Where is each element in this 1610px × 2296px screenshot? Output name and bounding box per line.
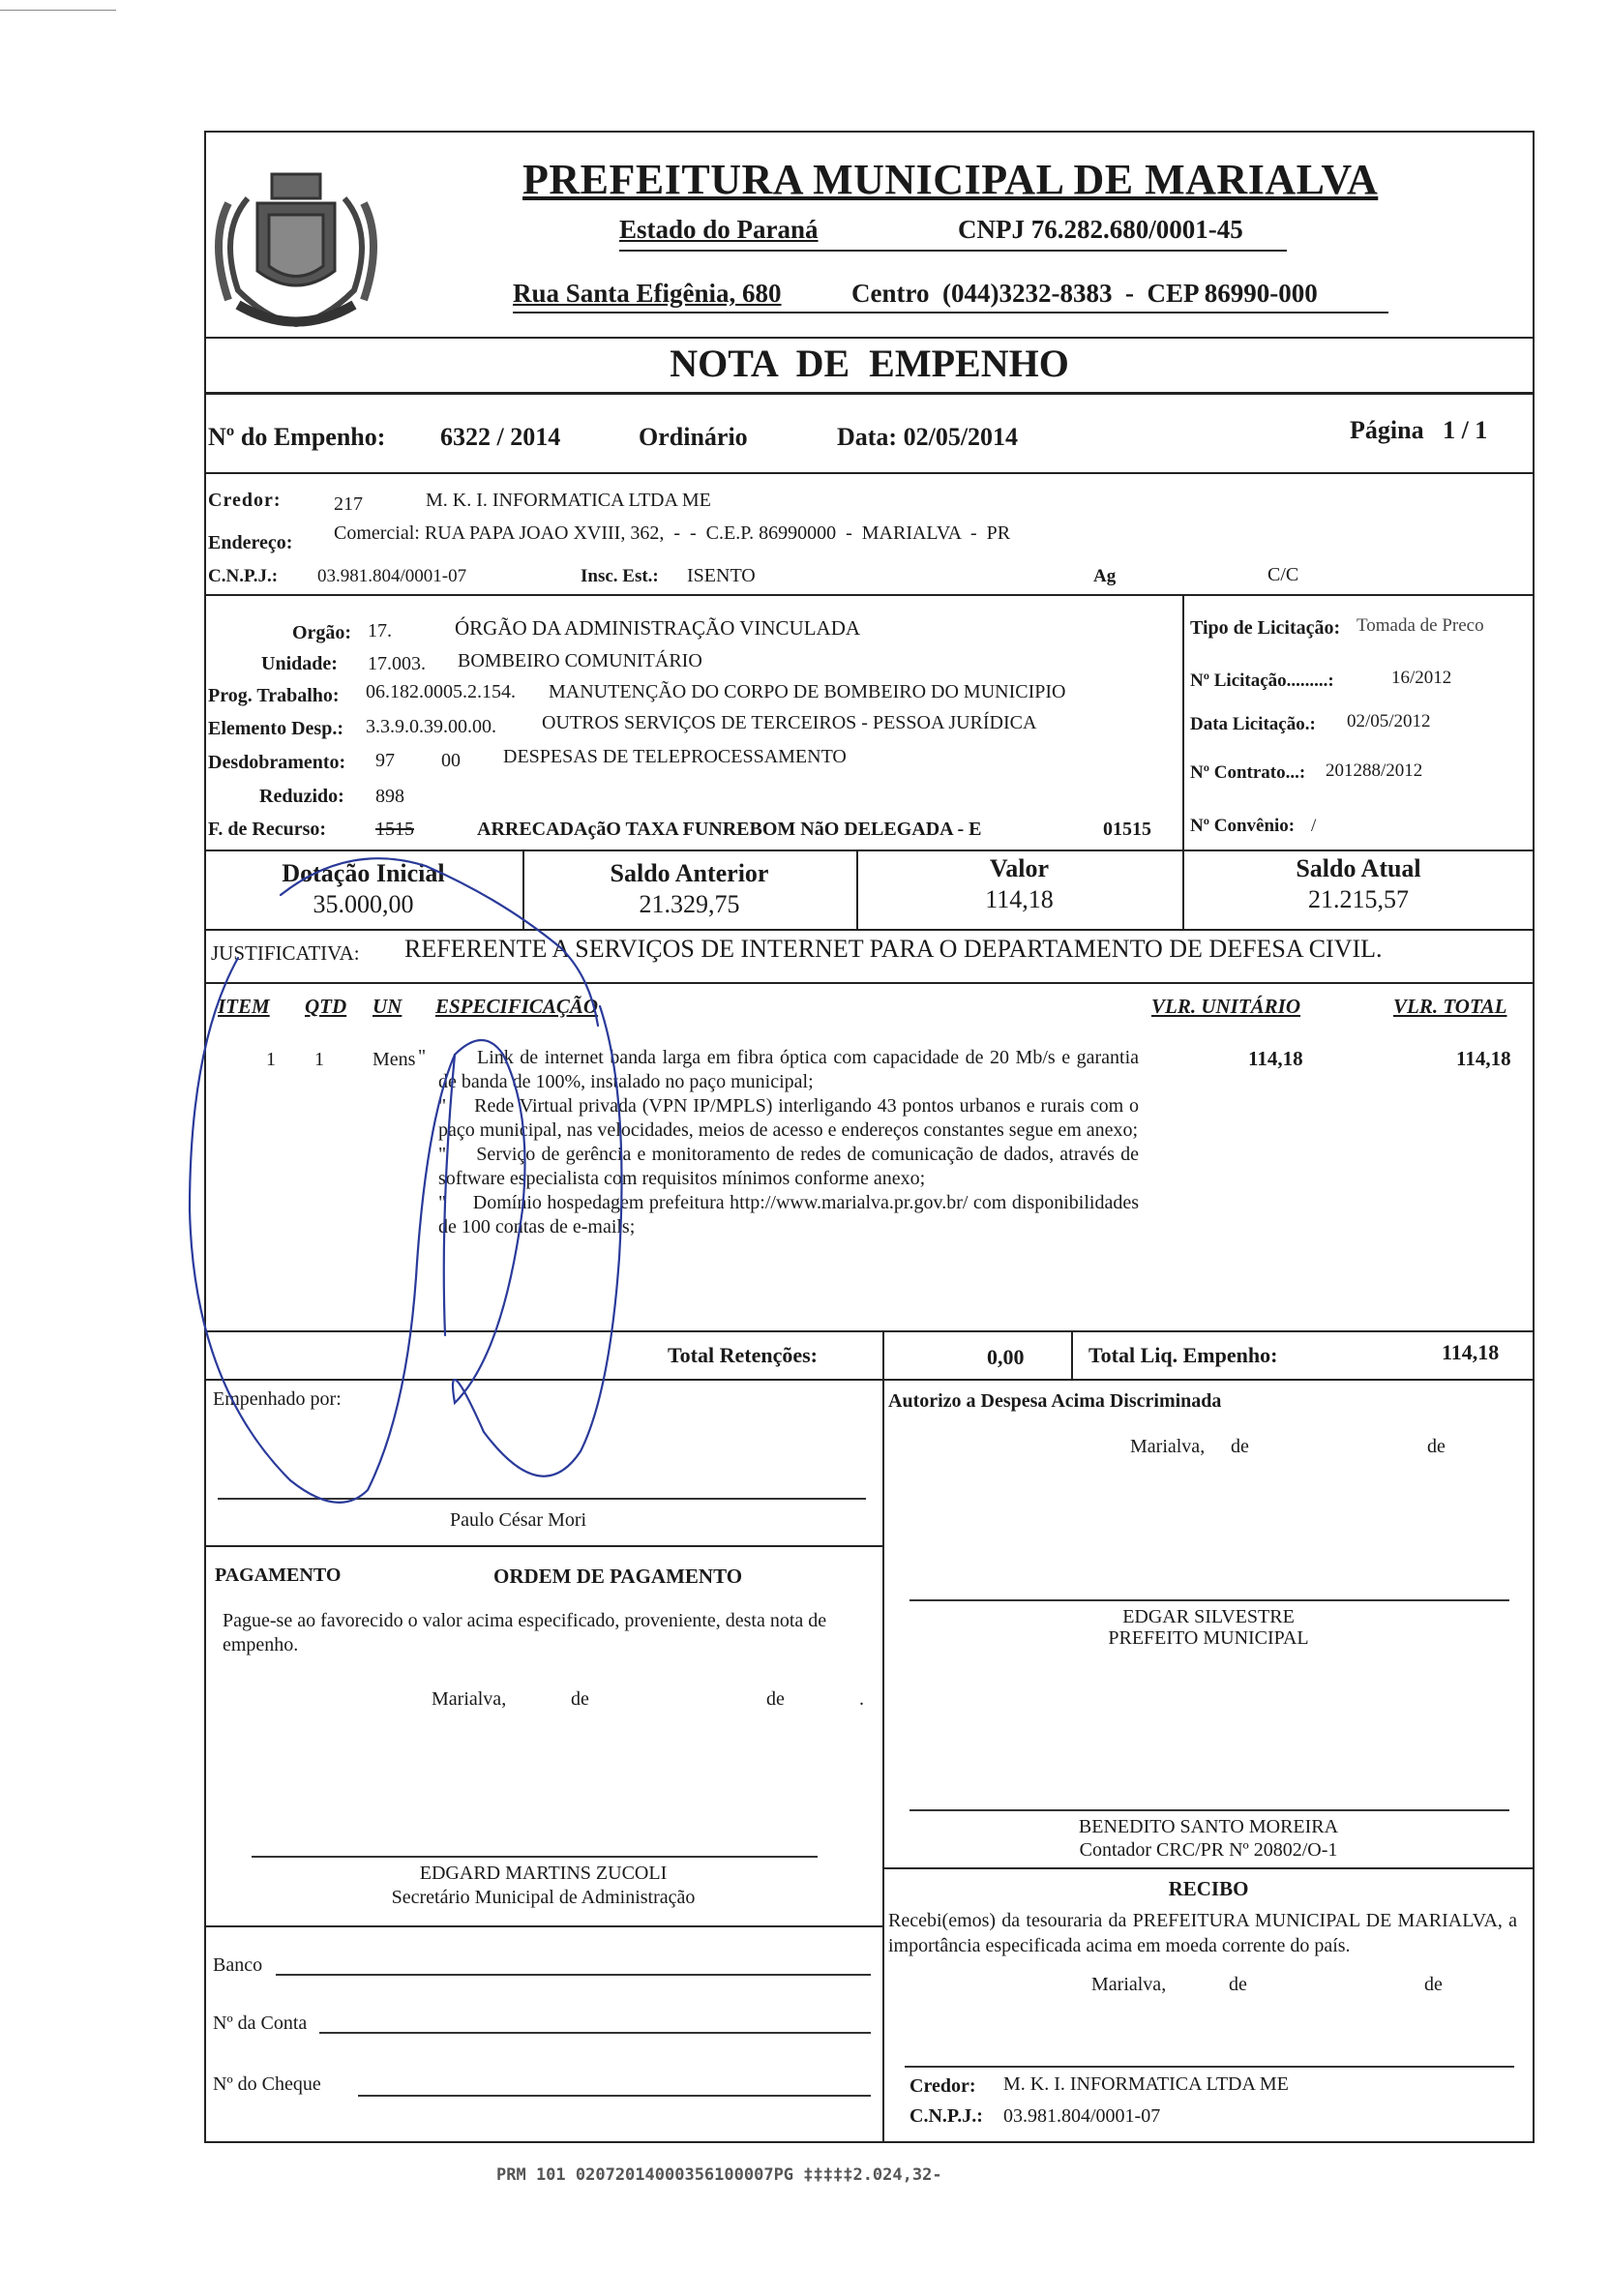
col-item: ITEM (218, 995, 270, 1018)
unidade-value: 17.003. (368, 653, 426, 674)
pagamento-dot: . (859, 1688, 864, 1710)
justificativa-text: REFERENTE A SERVIÇOS DE INTERNET PARA O DEPARTAMENTO DE DEFESA CIVIL. (404, 935, 1383, 963)
recibo-signature-line (905, 2066, 1514, 2068)
item-un: Mens (373, 1049, 416, 1070)
scan-edge-line (0, 10, 116, 11)
convenio-label: Nº Convênio: (1190, 816, 1296, 836)
justificativa-bottom (204, 982, 1535, 984)
valor-label: Valor (989, 854, 1050, 882)
address-label: Rua Santa Efigênia, 680 (513, 279, 782, 308)
recibo-de-1: de (1229, 1974, 1247, 1995)
address-underline (513, 312, 1388, 313)
orgao-desc: ÓRGÃO DA ADMINISTRAÇÃO VINCULADA (455, 616, 861, 640)
pagamento-text: Pague-se ao favorecido o valor acima especificado, proveniente, desta nota de empenho. (223, 1610, 827, 1655)
spec-line: Link de internet banda larga em fibra óptica com capacidade de 20 Mb/s e garantia de banda de 100%, instalado no paço municipal; (438, 1047, 1139, 1092)
saldo-anterior-value: 21.329,75 (639, 890, 740, 918)
totals-div-2 (1071, 1330, 1073, 1379)
lower-column-divider (882, 1379, 884, 2143)
elemento-label: Elemento Desp.: (208, 718, 343, 739)
prefeito-signature-line (909, 1599, 1509, 1601)
saldos-bottom (204, 929, 1535, 931)
saldo-anterior-label: Saldo Anterior (610, 859, 769, 887)
empenho-date: Data: 02/05/2014 (837, 423, 1019, 451)
valor-value: 114,18 (985, 885, 1054, 913)
credor-address: Comercial: RUA PAPA JOAO XVIII, 362, - - C.E.P. 86990000 - MARIALVA - PR (334, 522, 1011, 544)
title-divider (204, 392, 1535, 395)
empenhado-bottom (204, 1545, 882, 1547)
col-spec: ESPECIFICAÇÃO (435, 995, 599, 1018)
desdob-desc: DESPESAS DE TELEPROCESSAMENTO (503, 746, 847, 767)
pagamento-label: PAGAMENTO (215, 1565, 342, 1586)
col-vlr-total: VLR. TOTAL (1393, 995, 1507, 1018)
total-liq-value: 114,18 (1442, 1340, 1500, 1364)
pagamento-lower-divider (204, 1925, 882, 1927)
contador-title: Contador CRC/PR Nº 20802/O-1 (1079, 1839, 1338, 1861)
totals-bottom (204, 1379, 1535, 1381)
total-liq-label: Total Liq. Empenho: (1088, 1343, 1278, 1367)
conta-line (319, 2032, 871, 2034)
licitacao-tipo-label: Tipo de Licitação: (1190, 617, 1341, 639)
item-qtd: 1 (314, 1049, 324, 1070)
credor-name: M. K. I. INFORMATICA LTDA ME (426, 490, 711, 511)
desdob-value: 97 (375, 750, 395, 771)
item-vlr-unit: 114,18 (1248, 1047, 1303, 1070)
recibo-de-2: de (1424, 1974, 1443, 1995)
contrato-label: Nº Contrato...: (1190, 762, 1306, 783)
totals-top (204, 1330, 1535, 1332)
autorizo-de-2: de (1427, 1436, 1446, 1457)
state-label: Estado do Paraná (619, 215, 819, 244)
district-phone-cep: Centro (044)3232-8383 - CEP 86990-000 (851, 279, 1318, 308)
licitacao-tipo: Tomada de Preco (1357, 615, 1484, 636)
spec-line: " Serviço de gerência e monitoramento de redes de comunicação de dados, através de software especialista com requisitos mínimos conforme anexo; (438, 1144, 1144, 1189)
empenhado-label: Empenhado por: (213, 1388, 342, 1410)
prefeitura-title: PREFEITURA MUNICIPAL DE MARIALVA (522, 156, 1379, 203)
recibo-label: RECIBO (1168, 1877, 1249, 1900)
col-qtd: QTD (305, 995, 347, 1018)
secretario-signature-line (252, 1856, 818, 1858)
unidade-desc: BOMBEIRO COMUNITÁRIO (458, 650, 702, 671)
saldo-atual-label: Saldo Atual (1296, 854, 1421, 882)
recibo-cnpj: 03.981.804/0001-07 (1003, 2105, 1161, 2127)
nota-empenho-title: NOTA DE EMPENHO (670, 342, 1069, 385)
recibo-credor-label: Credor: (909, 2075, 976, 2097)
secretario-name: EDGARD MARTINS ZUCOLI (419, 1863, 668, 1884)
cheque-line (358, 2095, 871, 2097)
recurso-desc: ARRECADAçãO TAXA FUNREBOM NãO DELEGADA - E (477, 819, 982, 840)
item-quote: " (418, 1046, 427, 1067)
recibo-cnpj-label: C.N.P.J.: (909, 2105, 983, 2127)
contrato-value: 201288/2012 (1326, 760, 1423, 781)
autorizo-de-1: de (1231, 1436, 1249, 1457)
prefeito-title: PREFEITO MUNICIPAL (1108, 1627, 1309, 1649)
dotacao-value: 35.000,00 (313, 890, 414, 918)
reduzido-label: Reduzido: (259, 786, 344, 807)
empenho-number: 6322 / 2014 (440, 423, 561, 451)
credor-code: 217 (334, 493, 363, 515)
empenhado-signature-line (218, 1498, 866, 1500)
licitacao-numero: 16/2012 (1391, 668, 1452, 688)
totals-div-1 (882, 1330, 884, 1379)
elemento-value: 3.3.9.0.39.00.00. (366, 716, 496, 737)
spec-line: " Domínio hospedagem prefeitura http://www.marialva.pr.gov.br/ com disponibilidades de 100 contas de e-mails; (438, 1192, 1144, 1237)
pagamento-de-2: de (766, 1688, 785, 1710)
unidade-label: Unidade: (261, 653, 338, 674)
pagamento-city: Marialva, (432, 1688, 507, 1710)
secretario-title: Secretário Municipal de Administração (391, 1887, 696, 1908)
orgao-value: 17. (368, 620, 392, 641)
page-indicator: Página 1 / 1 (1350, 416, 1488, 444)
desdob-code: 00 (441, 750, 461, 771)
item-number: 1 (266, 1049, 276, 1070)
state-underline (619, 250, 1287, 252)
col-un: UN (373, 995, 402, 1018)
prefeito-name: EDGAR SILVESTRE (1122, 1606, 1295, 1627)
retencoes-label: Total Retenções: (668, 1343, 818, 1367)
credor-label: Credor: (208, 490, 282, 511)
credor-divider (204, 594, 1535, 596)
elemento-desc: OUTROS SERVIÇOS DE TERCEIROS - PESSOA JURÍDICA (542, 712, 1037, 733)
insc-label: Insc. Est.: (581, 566, 659, 586)
contador-signature-line (909, 1809, 1509, 1811)
spec-line: " Rede Virtual privada (VPN IP/MPLS) interligando 43 pontos urbanos e rurais com o paço municipal, nas velocidades, meios de acesso e endereços constantes segue em anexo; (438, 1095, 1144, 1141)
desdob-label: Desdobramento: (208, 752, 346, 773)
insc-value: ISENTO (687, 565, 756, 586)
prog-desc: MANUTENÇÃO DO CORPO DE BOMBEIRO DO MUNICIPIO (549, 681, 1066, 702)
cnpj-label: CNPJ 76.282.680/0001-45 (958, 215, 1243, 244)
justificativa-label: JUSTIFICATIVA: (211, 941, 360, 965)
classification-divider (1182, 594, 1184, 850)
autorizo-city: Marialva, (1130, 1436, 1206, 1457)
ordem-pagamento-label: ORDEM DE PAGAMENTO (493, 1565, 743, 1588)
reduzido-value: 898 (375, 786, 404, 807)
item-specification (438, 1046, 1144, 1239)
col-vlr-unit: VLR. UNITÁRIO (1151, 995, 1301, 1018)
cheque-label: Nº do Cheque (213, 2073, 321, 2095)
empenho-label: Nº do Empenho: (208, 423, 386, 451)
pagamento-de-1: de (571, 1688, 589, 1710)
conta-label: Nº da Conta (213, 2013, 308, 2034)
convenio-value: / (1311, 816, 1317, 836)
contador-name: BENEDITO SANTO MOREIRA (1078, 1816, 1339, 1837)
recurso-label: F. de Recurso: (208, 819, 327, 840)
banco-line (276, 1974, 871, 1976)
autorizo-label: Autorizo a Despesa Acima Discriminada (888, 1390, 1222, 1412)
credor-cnpj-label: C.N.P.J.: (208, 566, 279, 586)
banco-label: Banco (213, 1954, 263, 1976)
address-field-label: Endereço: (208, 532, 293, 553)
classification-bottom (204, 850, 1535, 851)
licitacao-numero-label: Nº Licitação.........: (1190, 671, 1334, 691)
recibo-top (882, 1867, 1535, 1869)
recibo-city: Marialva, (1091, 1974, 1167, 1995)
empenhado-signer: Paulo César Mori (450, 1509, 587, 1531)
retencoes-value: 0,00 (987, 1345, 1025, 1369)
footer-code: PRM 101 02072014000356100007PG ‡‡‡‡‡2.024,32- (496, 2165, 942, 2185)
licitacao-data-label: Data Licitação.: (1190, 714, 1316, 734)
orgao-label: Orgão: (292, 622, 352, 643)
recibo-credor-name: M. K. I. INFORMATICA LTDA ME (1003, 2073, 1289, 2095)
credor-cnpj: 03.981.804/0001-07 (317, 566, 467, 586)
saldo-atual-value: 21.215,57 (1308, 885, 1409, 913)
recurso-value: 1515 (375, 819, 414, 840)
empenho-divider (204, 472, 1535, 474)
recurso-code: 01515 (1103, 819, 1151, 840)
prog-label: Prog. Trabalho: (208, 685, 340, 706)
recibo-text: Recebi(emos) da tesouraria da PREFEITURA MUNICIPAL DE MARIALVA, a importância especificada acima em moeda corrente do país. (888, 1910, 1517, 1956)
dotacao-label: Dotação Inicial (282, 859, 445, 887)
prog-value: 06.182.0005.2.154. (366, 681, 516, 702)
ag-label: Ag (1093, 566, 1117, 586)
licitacao-data: 02/05/2012 (1347, 711, 1431, 731)
header-divider (204, 337, 1535, 339)
empenho-type: Ordinário (639, 423, 748, 451)
cc-label: C/C (1267, 564, 1299, 585)
coat-of-arms-icon (190, 145, 402, 339)
item-vlr-total: 114,18 (1456, 1047, 1511, 1070)
